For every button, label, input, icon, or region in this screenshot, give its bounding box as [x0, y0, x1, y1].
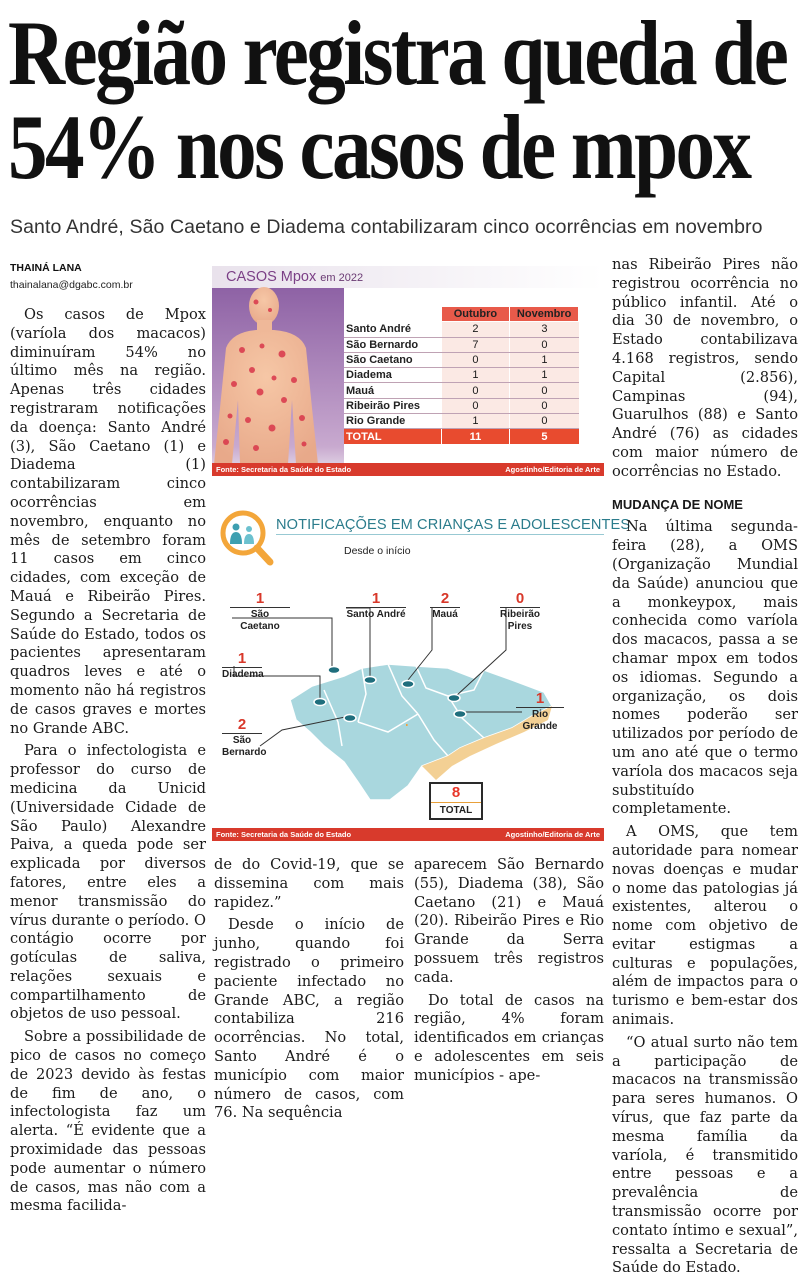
graphic-credit: Agostinho/Editoria de Arte [505, 465, 600, 474]
headline [8, 2, 787, 198]
graphic-title: NOTIFICAÇÕES EM CRIANÇAS E ADOLESCENTES [276, 517, 631, 533]
byline-email: thainalana@dgabc.com.br [10, 279, 133, 291]
graphic-title-year: em 2022 [320, 272, 364, 284]
callout-sao-bernardo: 2 São Bernardo [222, 716, 267, 758]
section-heading: MUDANÇA DE NOME [612, 496, 743, 512]
graphic-source: Fonte: Secretaria da Saúde do Estado [216, 830, 352, 839]
total-box [429, 782, 483, 820]
paragraph: Do total de casos na região, 4% foram identificados em crianças e adolescentes em seis municípios - ape- [414, 991, 604, 1084]
paragraph: nas Ribeirão Pires não registrou ocorrência no público infantil. Até o dia 30 de novembro, o Estado contabilizava 4.168 registros, sendo Capital (2.856), Campinas (94), Guarulhos (88) e Santo André (76) as cidades com maior número de ocorrências no Estado. [612, 256, 798, 480]
graphic-footer [212, 828, 604, 841]
paragraph: aparecem São Bernardo (55), Diadema (38), São Caetano (21) e Mauá (20). Ribeirão Pires e Rio Grande da Serra possuem três registros cada. [414, 856, 604, 986]
total-value: 8 [431, 784, 481, 803]
callout-santo-andre: 1 Santo André [346, 590, 406, 620]
total-label: TOTAL [439, 805, 473, 816]
paragraph: Os casos de Mpox (varíola dos macacos) diminuíram 54% no último mês na região. Apenas três cidades registraram notificações da doença: Santo André (3), São Caetano (1) e Diadema (1) contabilizaram cinco ocorrências em novembro, enquanto no mês de setembro foram 11 casos em cinco cidades, com exceção de Mauá e Ribeirão Pires. Segundo a Secretaria de Saúde do Estado, todos os pacientes apresentaram quadros leves e até o momento não há registros de casos graves e mortes no Grande ABC. [10, 306, 206, 737]
table-total-row: TOTAL 11 5 [344, 429, 579, 444]
headline-line-1: Região registra queda de [8, 2, 787, 104]
article-column-3 [414, 856, 604, 1084]
column-header-november: Novembro [510, 307, 579, 322]
table-row: Rio Grande 1 0 [344, 414, 579, 429]
paragraph: “O atual surto não tem a participação de macacos na transmissão para seres humanos. O vírus, que faz parte da mesma família da varíola, é transmitido entre pessoas e a prevalência de transmissão ocorre por contato íntimo e sexual”, ressalta a Secretaria de Saúde do Estado. [612, 1033, 798, 1277]
cases-table [344, 306, 579, 444]
headline-line-2: 54% nos casos de mpox [8, 96, 750, 198]
byline-author: THAINÁ LANA [10, 262, 82, 274]
cases-table-graphic [212, 260, 604, 478]
paragraph: Sobre a possibilidade de pico de casos no começo de 2023 devido às festas de fim de ano, o infectologista faz um alerta. “É evidente que a proximidade das pessoas pode aumentar o número de casos, mas não com a mesma facilida- [10, 1028, 206, 1215]
callout-rio-grande: 1 Rio Grande [516, 690, 564, 733]
table-row: Diadema 1 1 [344, 368, 579, 383]
human-figure-illustration [212, 288, 344, 464]
graphic-source: Fonte: Secretaria da Saúde do Estado [216, 465, 352, 474]
table-header-row [344, 307, 579, 322]
callout-maua: 2 Mauá [430, 590, 460, 621]
article-column-1 [10, 306, 206, 1215]
column-header-october: Outubro [441, 307, 510, 322]
callout-sao-caetano: 1 São Caetano [230, 590, 290, 633]
paragraph: A OMS, que tem autoridade para nomear novas doenças e mudar o nome das patologias já existentes, alterou o nome com objetivo de evitar estigmas a culturas e populações, além de impactos para o turismo e bem-estar dos animais. [612, 823, 798, 1029]
graphic-footer [212, 463, 604, 476]
graphic-title: CASOS Mpox em 2022 [226, 269, 364, 285]
table-row: São Bernardo 7 0 [344, 337, 579, 352]
graphic-credit: Agostinho/Editoria de Arte [505, 830, 600, 839]
paragraph: Para o infectologista e professor do curso de medicina da Unicid (Universidade Cidade de São Paulo) Alexandre Paiva, a queda pode ser explicada por diversos fatores, entre eles a menor transmissão do vírus durante o período. O contágio ocorre por gotículas de saliva, relações sexuais e compartilhamento de objetos de uso pessoal. [10, 742, 206, 1023]
article-column-2 [214, 856, 404, 1122]
paragraph: Na última segunda-feira (28), a OMS (Organização Mundial da Saúde) anunciou que a monkeypox, mais conhecida como varíola dos macacos, passa a se chamar mpox em todos os idiomas. Segundo a organização, os dois nomes poderão ser utilizados por período de um ano até que o termo varíola dos macacos seja substituído completamente. [612, 518, 798, 818]
region-map [212, 500, 604, 830]
callout-ribeirao-pires: 0 Ribeirão Pires [500, 590, 541, 632]
table-row: Santo André 2 3 [344, 322, 579, 337]
article-column-4 [612, 256, 798, 1277]
paragraph: de do Covid-19, que se dissemina com mais rapidez.” [214, 856, 404, 911]
table-row: São Caetano 0 1 [344, 352, 579, 367]
subheadline: Santo André, São Caetano e Diadema contabilizaram cinco ocorrências em novembro [10, 216, 763, 238]
notifications-map-graphic [212, 500, 631, 844]
paragraph: Desde o início de junho, quando foi registrado o primeiro paciente infectado no Grande ABC, a região contabiliza 216 ocorrências. No total, Santo André é o município com maior número de casos, com 76. Na sequência [214, 916, 404, 1122]
callout-diadema: 1 Diadema [222, 650, 264, 680]
table-row: Mauá 0 0 [344, 383, 579, 398]
graphic-subtitle: Desde o início [344, 545, 411, 557]
table-row: Ribeirão Pires 0 0 [344, 398, 579, 413]
